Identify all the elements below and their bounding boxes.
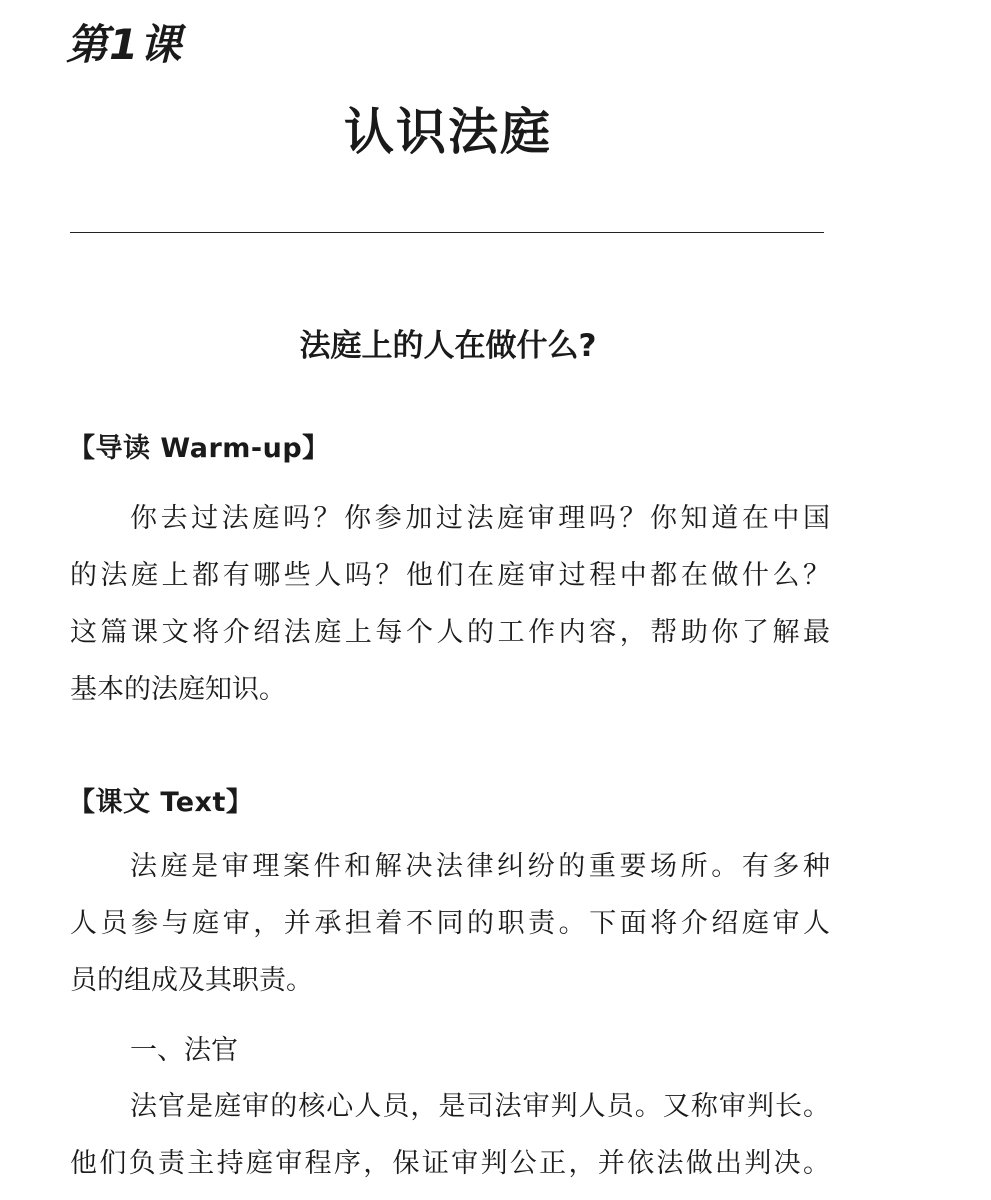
- warmup-line: 基本的法庭知识。: [70, 674, 286, 705]
- chapter-title: 认识法庭: [344, 103, 552, 161]
- title-divider: [70, 232, 824, 233]
- warmup-heading-label: 导读 Warm-up: [95, 433, 303, 464]
- bracket-open: 【: [68, 433, 96, 464]
- warmup-line: 你去过法庭吗？你参加过法庭审理吗？你知道在中国: [130, 503, 830, 534]
- text-intro-paragraph: [70, 838, 830, 1009]
- lesson-number: 第1课: [66, 20, 183, 69]
- subsection-judge-heading: 一、法官: [130, 1035, 238, 1066]
- text-intro-line: 法庭是审理案件和解决法律纠纷的重要场所。有多种: [130, 851, 830, 882]
- warmup-heading: [68, 426, 330, 465]
- text-intro-line: 员的组成及其职责。: [70, 965, 313, 996]
- text-heading-label: 课文 Text: [95, 787, 226, 818]
- warmup-paragraph: [70, 490, 830, 718]
- text-intro-line: 人员参与庭审，并承担着不同的职责。下面将介绍庭审人: [70, 908, 830, 939]
- judge-line: 他们负责主持庭审程序，保证审判公正，并依法做出判决。: [70, 1148, 830, 1179]
- warmup-line: 这篇课文将介绍法庭上每个人的工作内容，帮助你了解最: [70, 617, 830, 648]
- bracket-close: 】: [225, 787, 254, 818]
- judge-line: 法官是庭审的核心人员，是司法审判人员。又称审判长。: [130, 1091, 830, 1122]
- bracket-close: 】: [302, 433, 330, 464]
- text-heading: [68, 780, 253, 819]
- section-title: 法庭上的人在做什么?: [299, 328, 597, 364]
- bracket-open: 【: [68, 787, 96, 818]
- judge-paragraph: [70, 1078, 830, 1192]
- warmup-line: 的法庭上都有哪些人吗？他们在庭审过程中都在做什么？: [70, 560, 830, 591]
